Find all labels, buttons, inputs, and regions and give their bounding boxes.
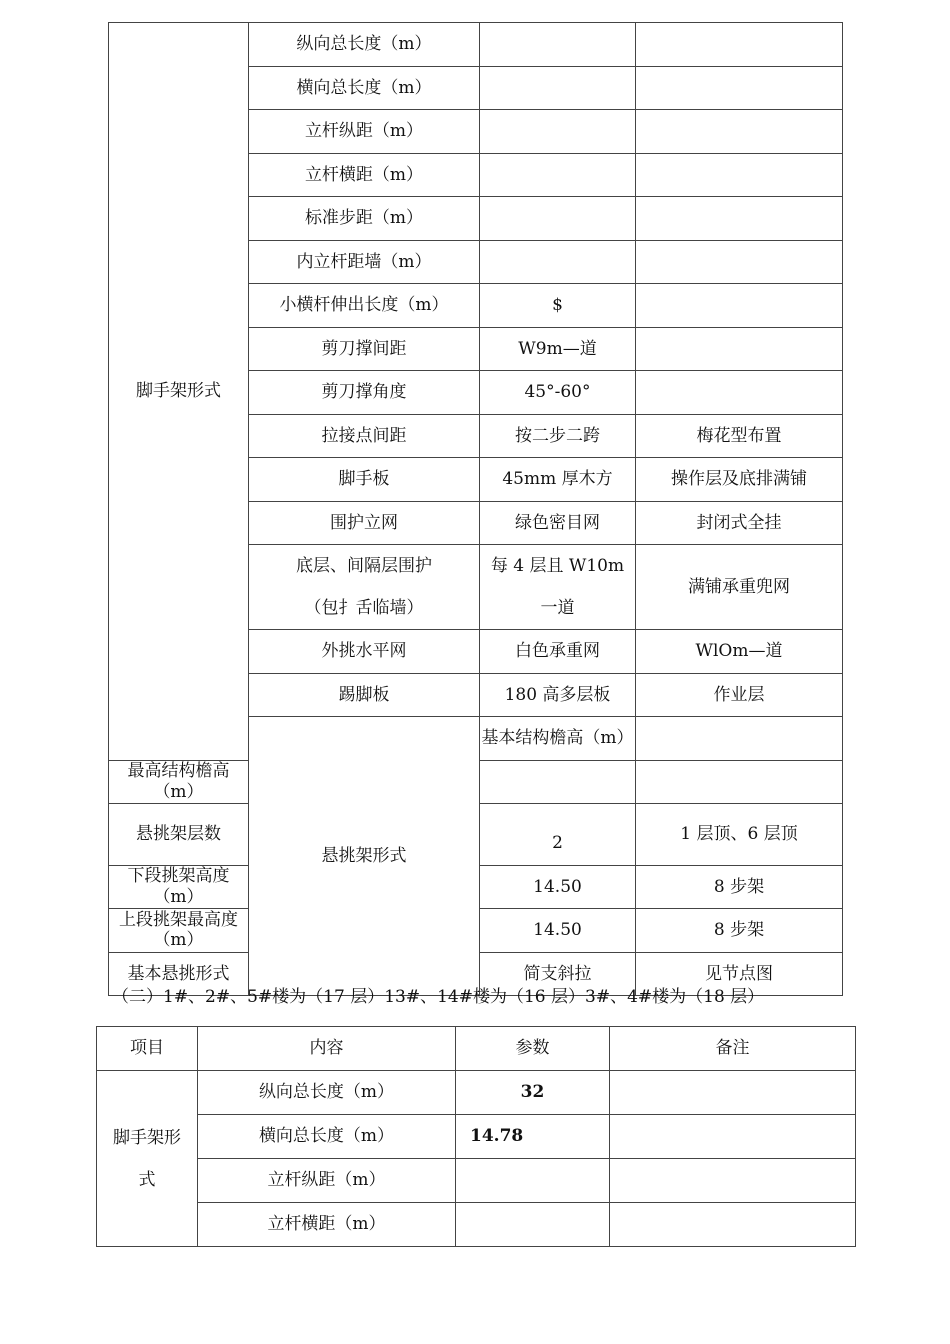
group-label: 悬挑架形式 — [249, 717, 480, 996]
item-cell: 外挑水平网 — [249, 630, 480, 674]
note-cell — [636, 23, 843, 67]
item-cell: 下段挑架高度（m） — [109, 865, 249, 909]
param-cell: 绿色密目网 — [480, 501, 636, 545]
note-cell: 操作层及底排满铺 — [636, 458, 843, 502]
item-line: （包扌舌临墙） — [304, 598, 424, 618]
param-cell: 45°-60° — [480, 371, 636, 415]
table-row — [97, 1203, 856, 1247]
column-header: 内容 — [198, 1027, 456, 1071]
param-cell — [480, 240, 636, 284]
note-cell — [636, 110, 843, 154]
param-cell-lines — [480, 545, 635, 629]
section-caption: （二）1#、2#、5#楼为（17 层）13#、14#楼为（16 层）3#、4#楼为（18 层） — [112, 987, 765, 1007]
param-cell: 45mm 厚木方 — [480, 458, 636, 502]
note-cell — [636, 197, 843, 241]
group-label-line: 脚手架形 — [113, 1127, 181, 1148]
scaffold-parameter-table — [108, 22, 843, 996]
param-cell — [456, 1159, 610, 1203]
param-cell: 2 — [480, 804, 636, 866]
item-line: 底层、间隔层围护 — [296, 556, 432, 576]
group-label: 脚手架形式 — [109, 23, 249, 761]
param-cell: W9m—道 — [480, 327, 636, 371]
note-cell: 梅花型布置 — [636, 414, 843, 458]
item-cell: 立杆横距（m） — [249, 153, 480, 197]
param-cell: 白色承重网 — [480, 630, 636, 674]
param-cell — [636, 717, 843, 761]
param-cell — [480, 110, 636, 154]
param-cell — [480, 760, 636, 804]
item-cell: 脚手板 — [249, 458, 480, 502]
param-cell: 简支斜拉 — [480, 952, 636, 996]
note-cell — [636, 327, 843, 371]
param-cell — [480, 153, 636, 197]
param-cell: 14.50 — [480, 865, 636, 909]
param-cell — [480, 197, 636, 241]
item-cell: 立杆横距（m） — [198, 1203, 456, 1247]
item-cell: 踢脚板 — [249, 673, 480, 717]
param-cell: 14.50 — [480, 909, 636, 953]
group-label-lines — [97, 1117, 197, 1201]
note-cell — [610, 1071, 856, 1115]
param-cell — [480, 66, 636, 110]
column-header: 备注 — [610, 1027, 856, 1071]
param-cell: $ — [480, 284, 636, 328]
table-row — [109, 23, 843, 67]
param-line: 每 4 层且 W10m — [490, 556, 625, 576]
note-cell — [636, 371, 843, 415]
param-cell — [480, 23, 636, 67]
note-cell — [636, 153, 843, 197]
note-cell — [636, 240, 843, 284]
param-cell — [480, 545, 636, 630]
note-cell: 作业层 — [636, 673, 843, 717]
item-cell: 围护立网 — [249, 501, 480, 545]
item-cell: 上段挑架最高度（m） — [109, 909, 249, 953]
table-row — [97, 1115, 856, 1159]
note-cell: 封闭式全挂 — [636, 501, 843, 545]
item-cell: 立杆纵距（m） — [249, 110, 480, 154]
item-cell-lines — [249, 545, 479, 629]
item-cell: 纵向总长度（m） — [249, 23, 480, 67]
note-cell: 满铺承重兜网 — [636, 545, 843, 630]
item-cell — [249, 545, 480, 630]
item-cell: 悬挑架层数 — [109, 804, 249, 866]
table-row — [97, 1159, 856, 1203]
item-cell: 立杆纵距（m） — [198, 1159, 456, 1203]
note-cell — [610, 1203, 856, 1247]
note-cell — [610, 1115, 856, 1159]
column-header: 参数 — [456, 1027, 610, 1071]
item-cell: 基本结构檐高（m） — [480, 717, 636, 761]
item-cell: 纵向总长度（m） — [198, 1071, 456, 1115]
param-cell — [456, 1203, 610, 1247]
param-cell: 32 — [456, 1071, 610, 1115]
item-cell: 小横杆伸出长度（m） — [249, 284, 480, 328]
group-label — [97, 1071, 198, 1247]
item-cell: 剪刀撑角度 — [249, 371, 480, 415]
item-cell: 拉接点间距 — [249, 414, 480, 458]
note-cell — [610, 1159, 856, 1203]
item-cell: 标准步距（m） — [249, 197, 480, 241]
param-cell: 14.78 — [456, 1115, 610, 1159]
note-cell: WlOm—道 — [636, 630, 843, 674]
note-cell — [636, 760, 843, 804]
table-row — [97, 1071, 856, 1115]
group-label-line: 式 — [138, 1169, 156, 1190]
item-cell: 横向总长度（m） — [198, 1115, 456, 1159]
note-cell: 1 层顶、6 层顶 — [636, 804, 843, 866]
note-cell: 8 步架 — [636, 909, 843, 953]
param-cell: 按二步二跨 — [480, 414, 636, 458]
item-cell: 基本悬挑形式 — [109, 952, 249, 996]
note-cell — [636, 284, 843, 328]
param-line: 一道 — [540, 598, 575, 618]
header-row — [97, 1027, 856, 1071]
item-cell: 最高结构檐高（m） — [109, 760, 249, 804]
item-cell: 剪刀撑间距 — [249, 327, 480, 371]
note-cell: 见节点图 — [636, 952, 843, 996]
item-cell: 内立杆距墙（m） — [249, 240, 480, 284]
item-cell: 横向总长度（m） — [249, 66, 480, 110]
scaffold-parameter-table-2 — [96, 1026, 856, 1247]
column-header: 项目 — [97, 1027, 198, 1071]
note-cell: 8 步架 — [636, 865, 843, 909]
note-cell — [636, 66, 843, 110]
param-cell: 180 高多层板 — [480, 673, 636, 717]
